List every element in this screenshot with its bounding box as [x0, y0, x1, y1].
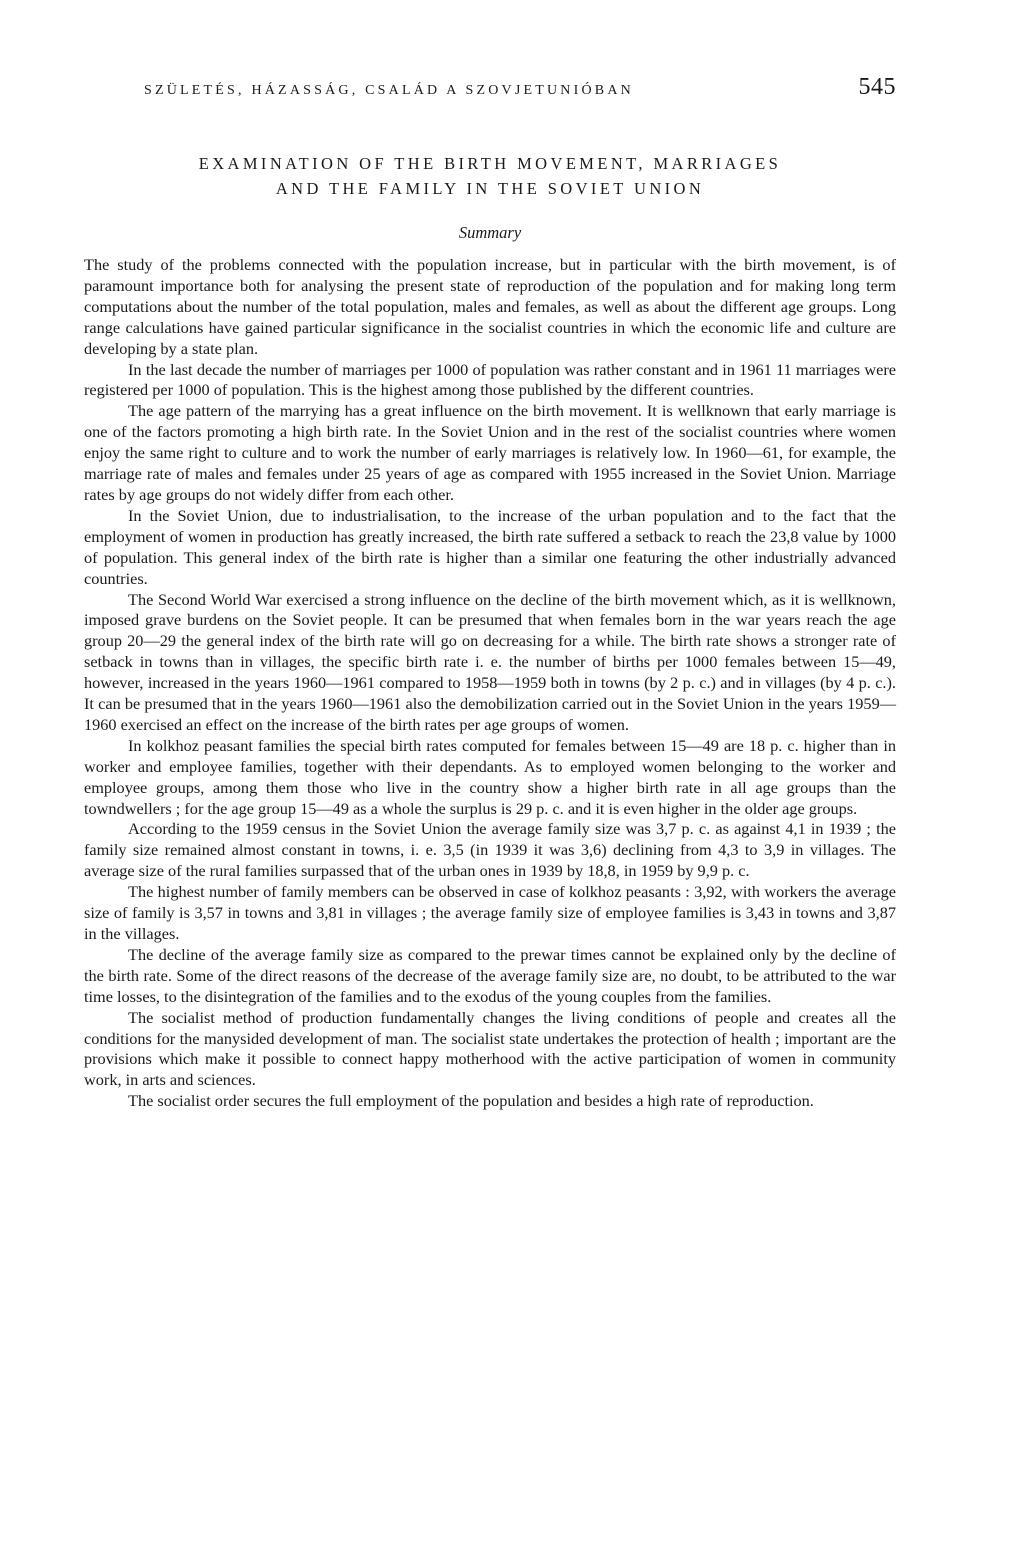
paragraph: In the Soviet Union, due to industrialisation, to the increase of the urban population and to the fact that the employment of women in production has greatly increased, the birth rate suffered a setback to reach the 23,8 value by 1000 of population. This general index of the birth rate is higher than a similar one featuring the other industrially advanced countries. [84, 505, 896, 588]
running-head [144, 74, 896, 101]
paragraph: In kolkhoz peasant families the special birth rates computed for females between 15—49 are 18 p. c. higher than in worker and employee families, together with their dependants. As to employed women belonging to the worker and employee groups, among them those who live in the country show a higher birth rate in all age groups than the towndwellers ; for the age group 15—49 as a whole the surplus is 29 p. c. and it is even higher in the older age groups. [84, 735, 896, 818]
summary-heading: Summary [458, 223, 522, 242]
paragraph: The socialist method of production fundamentally changes the living conditions of people and creates all the conditions for the manysided development of man. The socialist state undertakes the protection of health ; important are the provisions which make it possible to connect happy motherhood with the active participation of women in community work, in arts and sciences. [84, 1007, 896, 1090]
article-title-line-2: AND THE FAMILY IN THE SOVIET UNION [275, 179, 705, 198]
paragraph: The Second World War exercised a strong influence on the decline of the birth movement which, as it is wellknown, imposed grave burdens on the Soviet people. It can be presumed that when females born in the war years reach the age group 20—29 the general index of the birth rate will go on decreasing for a while. The birth rate shows a stronger rate of setback in towns than in villages, the specific birth rate i. e. the number of births per 1000 females between 15—49, however, increased in the years 1960—1961 compared to 1958—1959 both in towns (by 2 p. c.) and in villages (by 4 p. c.). It can be presumed that in the years 1960—1961 also the demobilization carried out in the Soviet Union in the years 1959—1960 exercised an effect on the increase of the birth rates per age groups of women. [84, 589, 896, 734]
article-title [84, 151, 896, 201]
page-number: 545 [858, 74, 896, 100]
summary-body [84, 255, 896, 1112]
paragraph: The highest number of family members can be observed in case of kolkhoz peasants : 3,92, with workers the average size of family is 3,57 in towns and 3,81 in villages ; the average family size of employee families is 3,43 in towns and 3,87 in the villages. [84, 882, 896, 943]
running-head-title: SZÜLETÉS, HÁZASSÁG, CSALÁD A SZOVJETUNIÓBAN [144, 83, 634, 98]
page [84, 74, 896, 1112]
paragraph: The study of the problems connected with the population increase, but in particular with the birth movement, is of paramount importance both for analysing the present state of reproduction of the population and for making long term computations about the number of the total population, males and females, as well as about the different age groups. Long range calculations have gained particular significance in the socialist countries in which the economic life and culture are developing by a state plan. [84, 255, 896, 358]
paragraph: The socialist order secures the full employment of the population and besides a high rate of reproduction. [128, 1091, 814, 1111]
article-title-line-1: EXAMINATION OF THE BIRTH MOVEMENT, MARRIAGES [198, 154, 782, 173]
paragraph: In the last decade the number of marriages per 1000 of population was rather constant and in 1961 11 marriages were registered per 1000 of population. This is the highest among those published by the different countries. [84, 359, 896, 400]
paragraph: The decline of the average family size as compared to the prewar times cannot be explained only by the decline of the birth rate. Some of the direct reasons of the decrease of the average family size are, no doubt, to be attributed to the war time losses, to the disintegration of the families and to the exodus of the young couples from the families. [84, 944, 896, 1006]
paragraph: According to the 1959 census in the Soviet Union the average family size was 3,7 p. c. as against 4,1 in 1939 ; the family size remained almost constant in towns, i. e. 3,5 (in 1939 it was 3,6) declining from 4,3 to 3,9 in villages. The average size of the rural families surpassed that of the urban ones in 1939 by 18,8, in 1959 by 9,9 p. c. [84, 819, 896, 881]
paragraph: The age pattern of the marrying has a great influence on the birth movement. It is wellknown that early marriage is one of the factors promoting a high birth rate. In the Soviet Union and in the rest of the socialist countries where women enjoy the same right to culture and to work the number of early marriages is relatively low. In 1960—61, for example, the marriage rate of males and females under 25 years of age as compared with 1955 increased in the Soviet Union. Marriage rates by age groups do not widely differ from each other. [84, 401, 896, 504]
